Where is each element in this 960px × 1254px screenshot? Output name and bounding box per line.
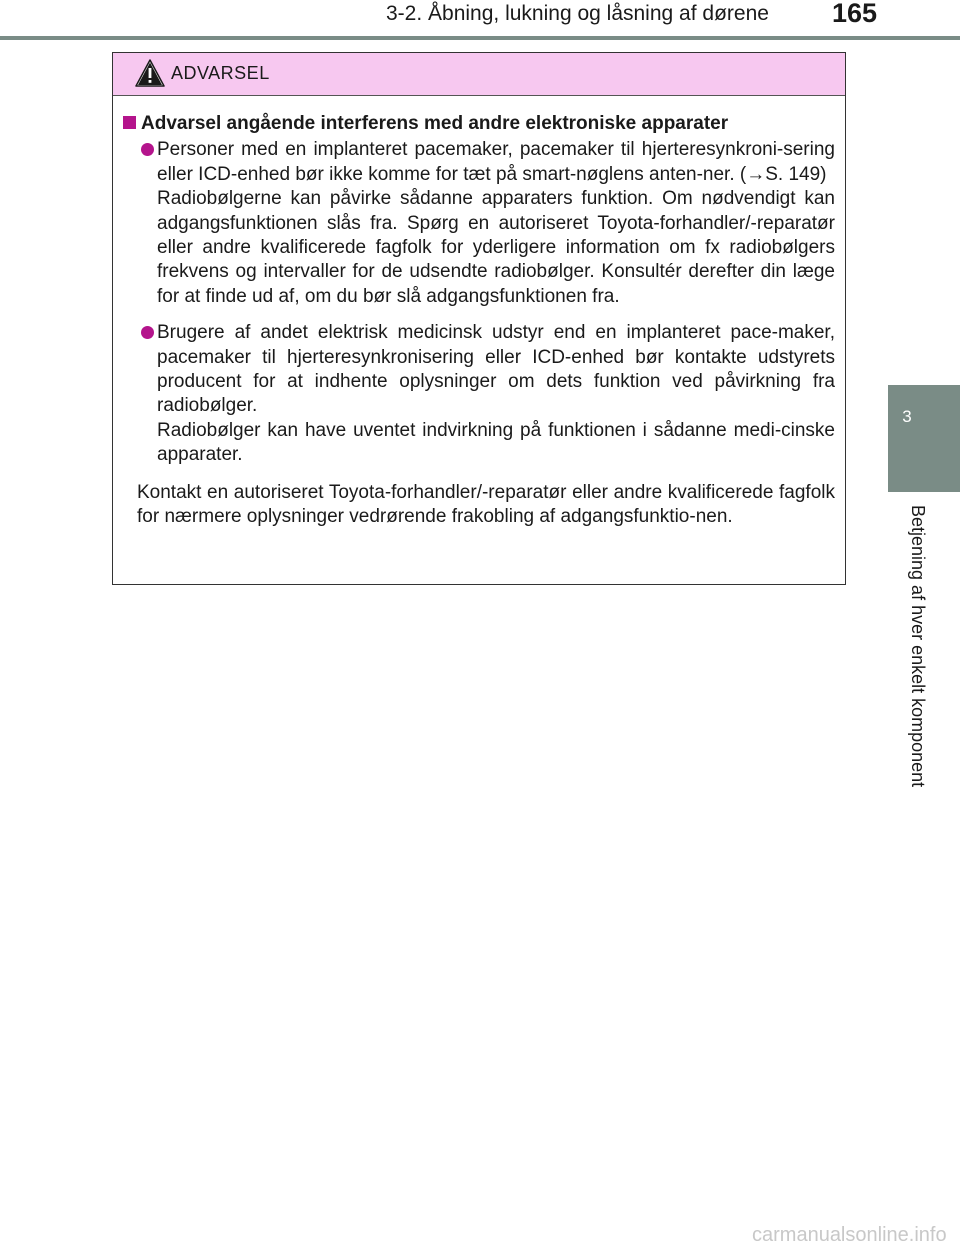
page-number: 165 [832,0,878,28]
warning-section-title [123,112,835,136]
page-section-title: 3-2. Åbning, lukning og låsning af dørene [386,2,769,25]
section-title-text: Advarsel angående interferens med andre elektroniske apparater [141,113,729,134]
bullet-paragraph: Radiobølgerne kan påvirke sådanne apparaters funktion. Om nødvendigt kan adgangsfunktionen slås fra. Spørg en autoriseret Toyota-forhandler/-reparatør eller andre kvalificerede fagfolk for yderligere information om fx radiobølgers frekvens og intervaller for de udsendte radiobølger. Konsultér derefter din læge for at finde ud af, om du bør slå adgangsfunktionen fra. [157,188,835,307]
footer-watermark: carmanualsonline.info [752,1224,947,1246]
bullet-paragraph: Radiobølger kan have uventet indvirkning på funktionen i sådanne medi-cinske apparater. [157,419,835,466]
bullet-paragraph: Brugere af andet elektrisk medicinsk udstyr end en implanteret pace-maker, pacemaker til hjerteresynkronisering eller ICD-enhed bør kontakte udstyrets producent for at indhente oplysninger om dets funktion ved påvirkning fra radiobølger. [157,322,835,417]
bullet-item-medical-equipment [123,321,835,467]
header-divider [0,36,960,40]
bullet-item-pacemaker [123,138,835,309]
warning-triangle-icon [135,59,165,87]
chapter-label: Betjening af hver enkelt komponent [908,505,928,788]
warning-header [113,53,845,96]
closing-paragraph: Kontakt en autoriseret Toyota-forhandler/-reparatør eller andre kvalificerede fagfolk for nærmere oplysninger vedrørende frakobling af adgangsfunktio-nen. [137,481,835,528]
warning-box [112,52,846,585]
warning-body [113,96,845,530]
chapter-tab [888,385,960,492]
chapter-number: 3 [902,407,912,426]
square-bullet-icon [123,116,136,129]
circle-bullet-icon [141,326,154,339]
warning-label: ADVARSEL [171,63,270,83]
bullet-paragraph: Personer med en implanteret pacemaker, pacemaker til hjerteresynkroni-sering eller ICD-enhed bør ikke komme for tæt på smart-nøglens anten-ner. (→S. 149) [157,139,835,185]
circle-bullet-icon [141,143,154,156]
